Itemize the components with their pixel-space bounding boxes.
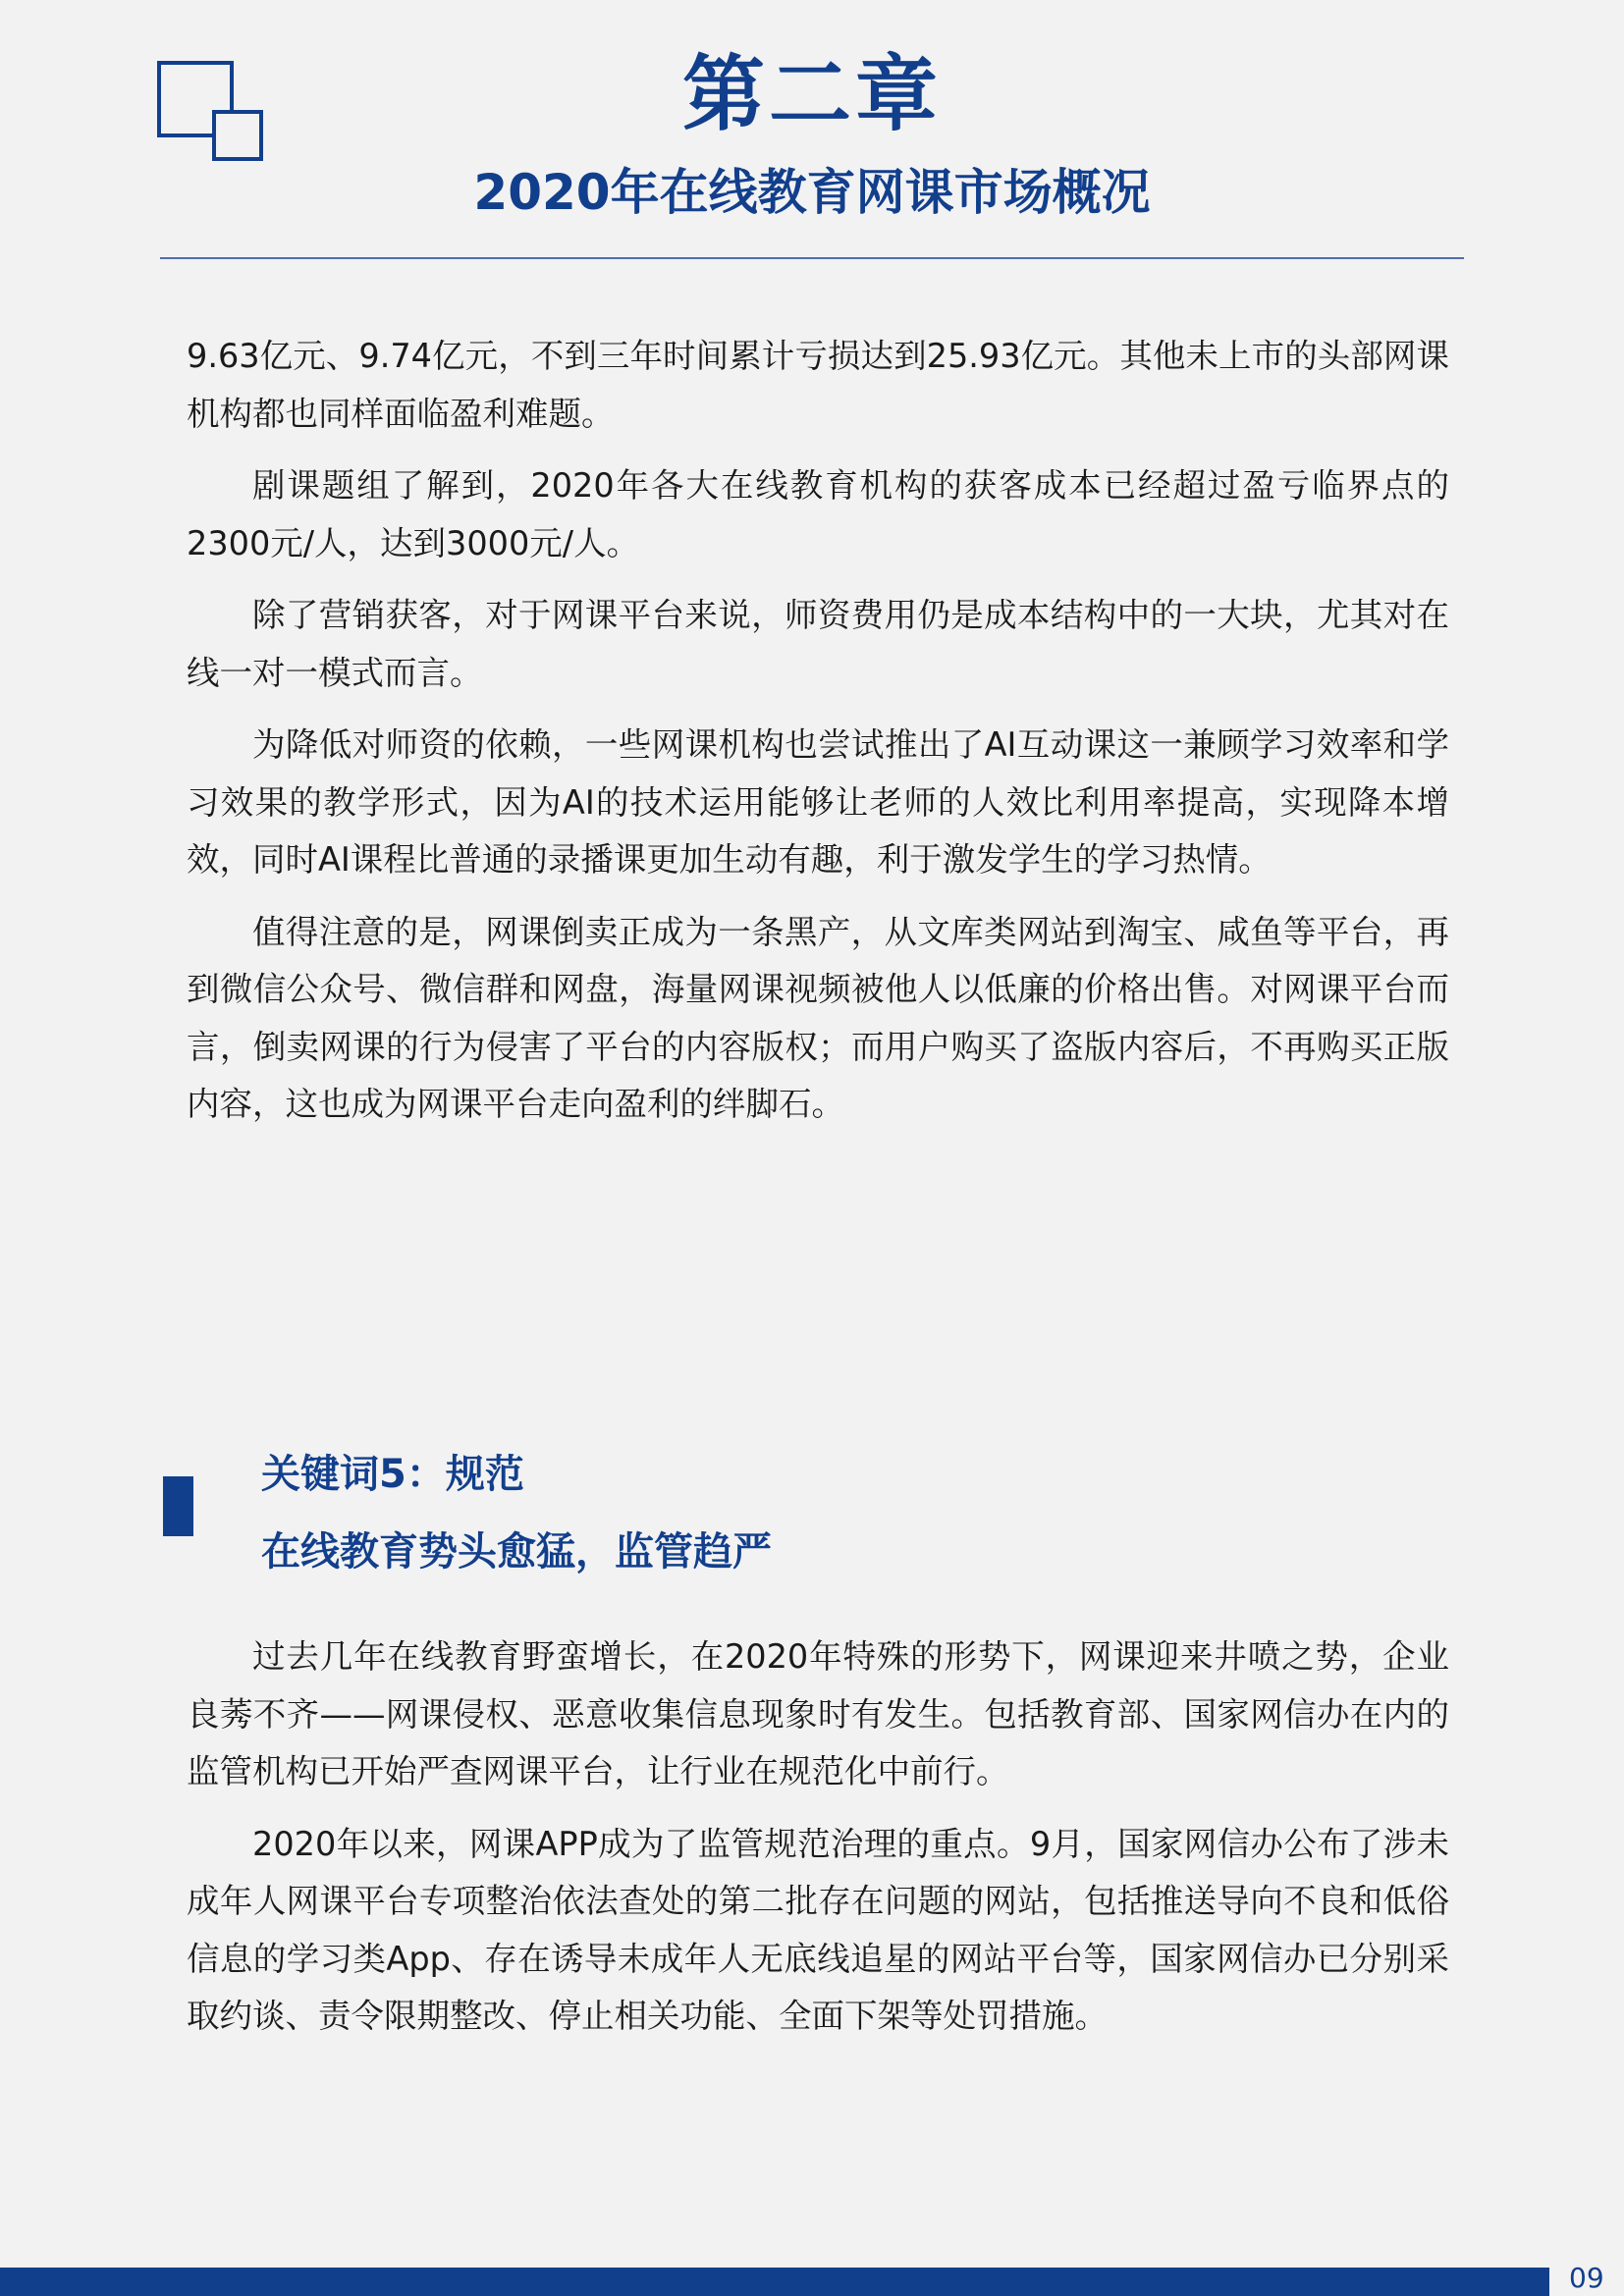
paragraph: 值得注意的是，网课倒卖正成为一条黑产，从文库类网站到淘宝、咸鱼等平台，再到微信公众号、微信群和网盘，海量网课视频被他人以低廉的价格出售。对网课平台而言，倒卖网课的行为侵害了平台的内容版权；而用户购买了盗版内容后，不再购买正版内容，这也成为网课平台走向盈利的绊脚石。	[187, 912, 1449, 1123]
chapter-subtitle: 2020年在线教育网课市场概况	[473, 164, 1151, 221]
paragraph: 为降低对师资的依赖，一些网课机构也尝试推出了AI互动课这一兼顾学习效率和学习效果的教学形式，因为AI的技术运用能够让老师的人效比利用率提高，实现降本增效，同时AI课程比普通的录播课更加生动有趣，利于激发学生的学习热情。	[187, 725, 1449, 879]
header-divider	[160, 257, 1464, 259]
paragraph: 9.63亿元、9.74亿元，不到三年时间累计亏损达到25.93亿元。其他未上市的头部网课机构都也同样面临盈利难题。	[187, 337, 1449, 433]
paragraph: 过去几年在线教育野蛮增长，在2020年特殊的形势下，网课迎来井喷之势，企业良莠不齐——网课侵权、恶意收集信息现象时有发生。包括教育部、国家网信办在内的监管机构已开始严查网课平台，让行业在规范化中前行。	[187, 1637, 1449, 1790]
page-number: 09	[1569, 2262, 1604, 2294]
chapter-title: 第二章	[681, 46, 942, 142]
section-subtitle: 在线教育势头愈猛，监管趋严	[261, 1529, 772, 1575]
paragraph: 剧课题组了解到，2020年各大在线教育机构的获客成本已经超过盈亏临界点的2300元/人，达到3000元/人。	[187, 466, 1449, 562]
section-title: 关键词5：规范	[261, 1452, 524, 1497]
body-top	[187, 328, 1449, 1134]
paragraph: 2020年以来，网课APP成为了监管规范治理的重点。9月，国家网信办公布了涉未成年人网课平台专项整治依法查处的第二批存在问题的网站，包括推送导向不良和低俗信息的学习类App、存在诱导未成年人无底线追星的网站平台等，国家网信办已分别采取约谈、责令限期整改、停止相关功能、全面下架等处罚措施。	[187, 1824, 1449, 2035]
section-marker	[163, 1476, 193, 1536]
footer-bar	[0, 2268, 1549, 2296]
body-bottom	[187, 1629, 1449, 2046]
paragraph: 除了营销获客，对于网课平台来说，师资费用仍是成本结构中的一大块，尤其对在线一对一模式而言。	[187, 596, 1449, 692]
